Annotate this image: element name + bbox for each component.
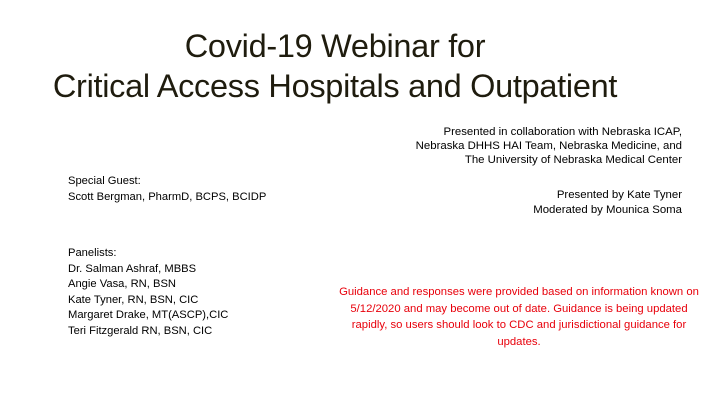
- special-guest: [68, 173, 266, 205]
- panelists-heading: Panelists:: [68, 247, 117, 259]
- special-guest-name: Scott Bergman, PharmD, BCPS, BCIDP: [68, 191, 267, 203]
- title-line-2: Critical Access Hospitals and Outpatient: [52, 68, 618, 104]
- panelist-name: Kate Tyner, RN, BSN, CIC: [68, 293, 199, 306]
- panelist-name: Dr. Salman Ashraf, MBBS: [68, 262, 197, 275]
- panelist-name: Teri Fitzgerald RN, BSN, CIC: [68, 324, 213, 337]
- panelist-name: Margaret Drake, MT(ASCP),CIC: [68, 309, 229, 321]
- collaboration-note: [282, 125, 682, 167]
- collaboration-line-2: Nebraska DHHS HAI Team, Nebraska Medicine, and: [415, 140, 682, 152]
- collaboration-line-1: Presented in collaboration with Nebraska ICAP,: [443, 126, 682, 138]
- panelists: [68, 246, 228, 339]
- special-guest-heading: Special Guest:: [68, 175, 141, 187]
- slide-title: [0, 26, 670, 106]
- disclaimer: Guidance and responses were provided based on information known on 5/12/2020 and may become out of date. Guidance is being updated rapidly, so users should look to CDC and jurisdictional guidance for updates.: [339, 286, 699, 348]
- panelist-name: Angie Vasa, RN, BSN: [68, 278, 176, 290]
- presenter-info: [382, 188, 682, 217]
- title-line-1: Covid-19 Webinar for: [184, 28, 486, 64]
- collaboration-line-3: The University of Nebraska Medical Center: [464, 154, 682, 166]
- moderated-by: Moderated by Mounica Soma: [533, 203, 682, 216]
- presented-by: Presented by Kate Tyner: [556, 189, 682, 201]
